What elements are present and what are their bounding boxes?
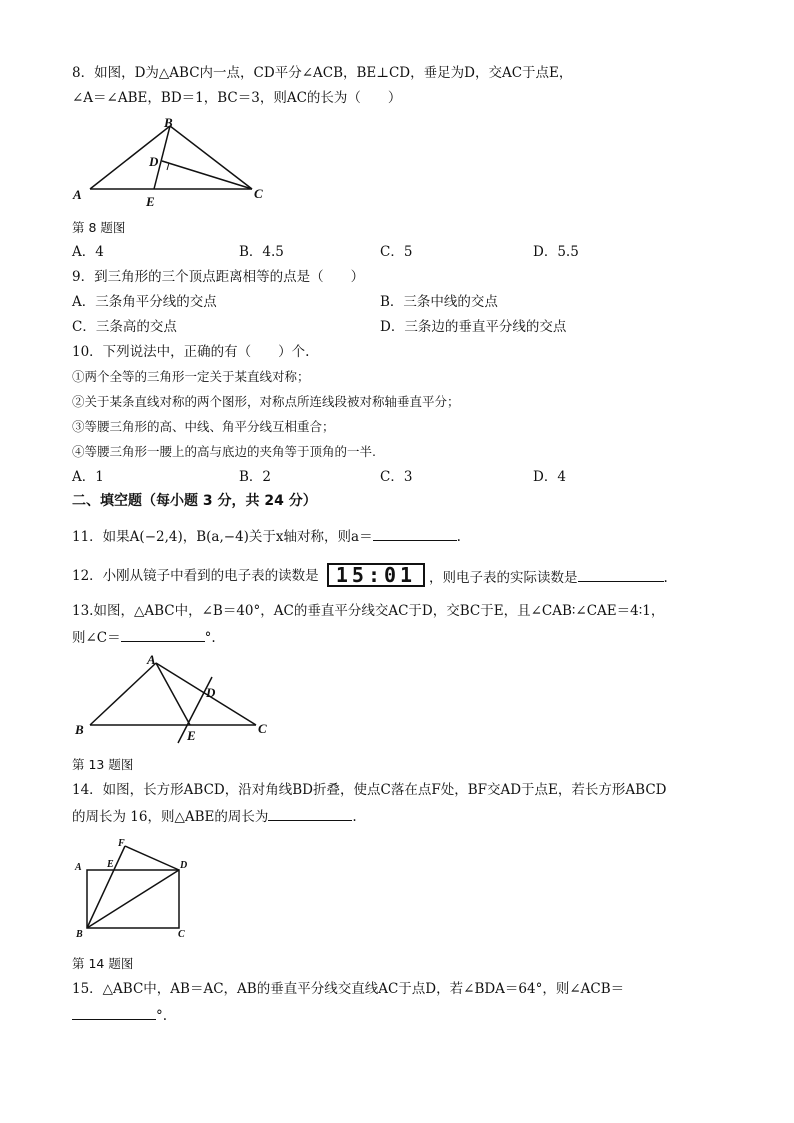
q13-label-c: C (258, 721, 267, 736)
q8-option-a: A．4 (72, 244, 104, 260)
q14-figure-caption: 第 14 题图 (72, 956, 134, 971)
q13-stem-line2 (72, 627, 216, 647)
q8-option-c: C．5 (380, 244, 413, 260)
q15-stem-line1: 15．△ABC中，AB＝AC，AB的垂直平分线交直线AC于点D，若∠BDA＝64°，则∠ACB＝ (72, 981, 625, 997)
section-2-heading: 二、填空题（每小题 3 分，共 24 分） (72, 493, 317, 509)
q12-answer-blank[interactable] (578, 567, 664, 582)
q8-label-c: C (254, 186, 263, 201)
q10-option-b: B．2 (239, 469, 272, 485)
q8-label-e: E (146, 194, 155, 209)
q13-stem-line1: 13.如图，△ABC中，∠B＝40°，AC的垂直平分线交AC于D，交BC于E，且∠CAB∶∠CAE＝4∶1， (72, 603, 665, 619)
q12-text-before: 12．小刚从镜子中看到的电子表的读数是 (72, 568, 319, 584)
q15-stem-line2 (72, 1005, 167, 1025)
q9-option-a: A．三条角平分线的交点 (72, 294, 217, 310)
q14-rectangle-figure (70, 836, 200, 946)
q11-answer-blank[interactable] (373, 526, 457, 541)
q13-label-e: E (187, 728, 196, 743)
q10-statement-1: ①两个全等的三角形一定关于某直线对称； (72, 369, 310, 384)
q13-label-b: B (75, 722, 84, 737)
q14-stem-line2 (72, 806, 357, 826)
q11-period: . (456, 529, 461, 545)
q14-text: 的周长为 16，则△ABE的周长为 (72, 809, 269, 825)
q8-label-b: B (164, 115, 173, 130)
q10-option-a: A．1 (72, 469, 104, 485)
q11-text: 11．如果A(−2,4)，B(a,−4)关于x轴对称，则a＝ (72, 529, 373, 545)
q14-label-e: E (107, 859, 114, 870)
q10-stem: 10．下列说法中，正确的有（ ）个. (72, 344, 310, 360)
q15-answer-blank[interactable] (72, 1005, 156, 1020)
q15-degree: °. (156, 1008, 168, 1024)
q12-line-after (429, 567, 668, 587)
q11-line (72, 526, 461, 546)
q10-option-c: C．3 (380, 469, 413, 485)
q13-label-d: D (206, 685, 216, 700)
q9-option-d: D．三条边的垂直平分线的交点 (380, 319, 567, 335)
q14-label-c: C (178, 929, 185, 940)
q10-statement-3: ③等腰三角形的高、中线、角平分线互相重合； (72, 419, 335, 434)
q14-answer-blank[interactable] (268, 806, 352, 821)
q13-figure-caption: 第 13 题图 (72, 757, 134, 772)
digital-clock-display: 15:01 (327, 563, 425, 587)
q13-segment-ae (156, 663, 190, 725)
q8-option-d: D．5.5 (533, 244, 579, 260)
q14-label-f: F (118, 838, 125, 849)
q13-answer-blank[interactable] (121, 627, 205, 642)
q8-label-a: A (73, 187, 82, 202)
q13-side-ab (90, 663, 156, 725)
q8-triangle-figure (70, 114, 280, 210)
q14-stem-line1: 14．如图，长方形ABCD，沿对角线BD折叠，使点C落在点F处，BF交AD于点E，若长方形ABCD (72, 782, 667, 798)
q14-label-b: B (76, 929, 83, 940)
q8-option-b: B．4.5 (239, 244, 284, 260)
q8-label-d: D (149, 154, 159, 169)
q13-label-a: A (147, 652, 156, 667)
q8-right-angle-mark (162, 161, 169, 170)
q13-degree: °. (204, 630, 216, 646)
q9-option-b: B．三条中线的交点 (380, 294, 498, 310)
q9-option-c: C．三条高的交点 (72, 319, 177, 335)
q12-period: . (663, 570, 668, 586)
q13-triangle-figure (70, 651, 280, 747)
q8-segment-cd (162, 161, 252, 189)
q8-stem-line2: ∠A＝∠ABE，BD＝1，BC＝3，则AC的长为（ ） (72, 90, 402, 106)
q14-period: . (352, 809, 357, 825)
q10-statement-4: ④等腰三角形一腰上的高与底边的夹角等于顶角的一半. (72, 444, 376, 459)
q14-segment-fd (125, 846, 179, 870)
q13-text: 则∠C＝ (72, 630, 121, 646)
q10-statement-2: ②关于某条直线对称的两个图形，对称点所连线段被对称轴垂直平分； (72, 394, 460, 409)
q12-text-after: ，则电子表的实际读数是 (429, 570, 578, 586)
q9-stem: 9．到三角形的三个顶点距离相等的点是（ ） (72, 269, 365, 285)
q8-stem-line1: 8．如图，D为△ABC内一点，CD平分∠ACB，BE⊥CD，垂足为D，交AC于点E， (72, 65, 573, 81)
q10-option-d: D．4 (533, 469, 566, 485)
q14-label-d: D (180, 860, 188, 871)
q8-figure-caption: 第 8 题图 (72, 220, 126, 235)
q8-side-bc (170, 126, 252, 189)
q14-label-a: A (75, 862, 82, 873)
